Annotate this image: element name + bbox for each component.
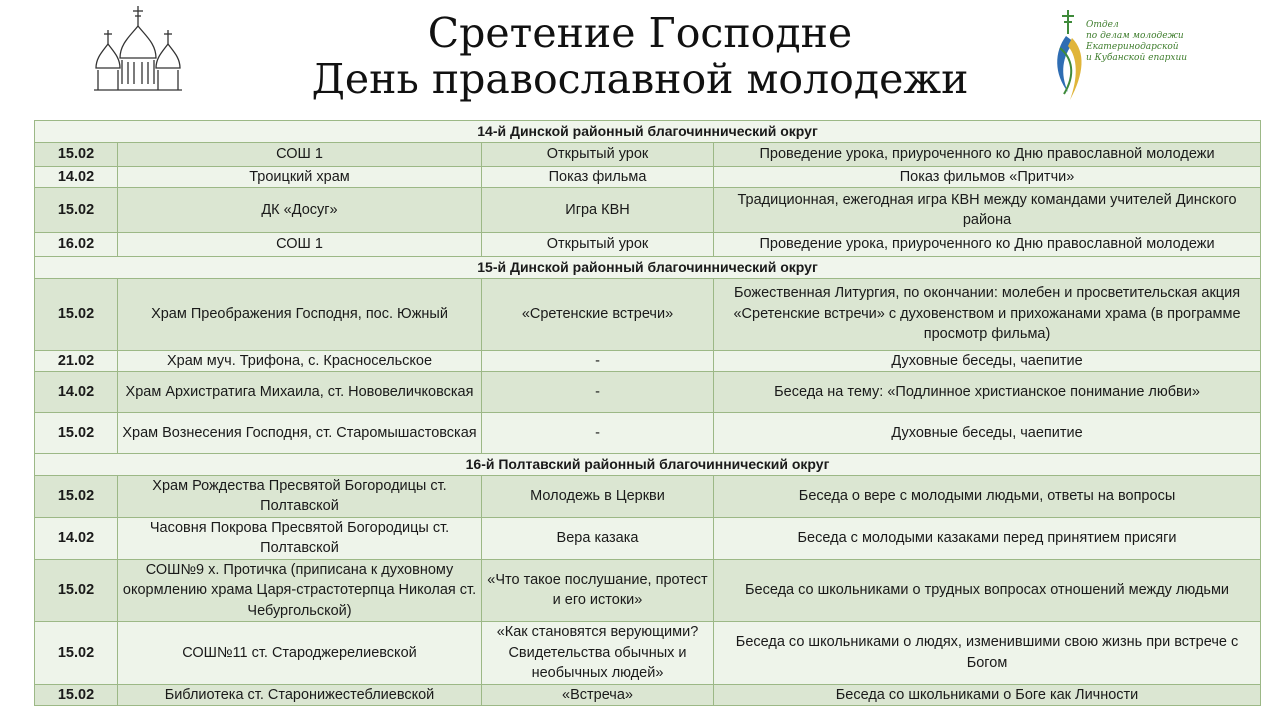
event-name: «Встреча» bbox=[482, 684, 714, 706]
event-name: - bbox=[482, 350, 714, 372]
table-row bbox=[35, 278, 1261, 350]
event-description: Беседа со школьниками о трудных вопросах отношений между людьми bbox=[714, 559, 1261, 622]
event-description: Беседа с молодыми казаками перед принятием присяги bbox=[714, 517, 1261, 559]
slide-header bbox=[0, 0, 1280, 118]
event-name: Открытый урок bbox=[482, 233, 714, 257]
district-section-row bbox=[35, 121, 1261, 143]
event-place: Храм Архистратига Михаила, ст. Нововеличковская bbox=[118, 372, 482, 413]
event-date: 15.02 bbox=[35, 413, 118, 454]
event-name: Открытый урок bbox=[482, 142, 714, 166]
district-title: 14-й Динской районный благочиннический округ bbox=[35, 121, 1261, 143]
event-date: 21.02 bbox=[35, 350, 118, 372]
event-description: Божественная Литургия, по окончании: молебен и просветительская акция «Сретенские встречи» с духовенством и прихожанами храма (в программе просмотр фильма) bbox=[714, 278, 1261, 350]
event-description: Духовные беседы, чаепитие bbox=[714, 413, 1261, 454]
event-place: СОШ№9 х. Протичка (приписана к духовному окормлению храма Царя-страстотерпца Николая ст. Чебургольской) bbox=[118, 559, 482, 622]
event-name: «Сретенские встречи» bbox=[482, 278, 714, 350]
event-place: ДК «Досуг» bbox=[118, 188, 482, 233]
event-name: - bbox=[482, 413, 714, 454]
slide-title-line2: День православной молодежи bbox=[311, 55, 969, 103]
event-place: Троицкий храм bbox=[118, 166, 482, 188]
event-date: 15.02 bbox=[35, 278, 118, 350]
district-section-row bbox=[35, 454, 1261, 476]
event-place: СОШ 1 bbox=[118, 233, 482, 257]
event-description: Проведение урока, приуроченного ко Дню православной молодежи bbox=[714, 142, 1261, 166]
table-row bbox=[35, 559, 1261, 622]
table-row bbox=[35, 233, 1261, 257]
event-place: Часовня Покрова Пресвятой Богородицы ст. Полтавской bbox=[118, 517, 482, 559]
event-name: «Как становятся верующими? Свидетельства обычных и необычных людей» bbox=[482, 622, 714, 685]
event-name: Игра КВН bbox=[482, 188, 714, 233]
event-date: 15.02 bbox=[35, 188, 118, 233]
event-description: Духовные беседы, чаепитие bbox=[714, 350, 1261, 372]
table-row bbox=[35, 413, 1261, 454]
event-description: Традиционная, ежегодная игра КВН между командами учителей Динского района bbox=[714, 188, 1261, 233]
table-row bbox=[35, 517, 1261, 559]
event-description: Беседа со школьниками о людях, изменившими свою жизнь при встрече с Богом bbox=[714, 622, 1261, 685]
event-name: Показ фильма bbox=[482, 166, 714, 188]
event-name: - bbox=[482, 372, 714, 413]
event-description: Проведение урока, приуроченного ко Дню православной молодежи bbox=[714, 233, 1261, 257]
table-row bbox=[35, 372, 1261, 413]
event-date: 15.02 bbox=[35, 684, 118, 706]
event-place: Библиотека ст. Старонижестеблиевской bbox=[118, 684, 482, 706]
table-row bbox=[35, 622, 1261, 685]
logo-caption: Отдел по делам молодежи Екатеринодарской и Кубанской епархии bbox=[1086, 20, 1188, 63]
event-name: «Что такое послушание, протест и его истоки» bbox=[482, 559, 714, 622]
table-row bbox=[35, 475, 1261, 517]
event-place: СОШ 1 bbox=[118, 142, 482, 166]
event-description: Беседа со школьниками о Боге как Личности bbox=[714, 684, 1261, 706]
event-date: 14.02 bbox=[35, 166, 118, 188]
district-section-row bbox=[35, 257, 1261, 279]
event-place: Храм Вознесения Господня, ст. Старомышастовская bbox=[118, 413, 482, 454]
event-description: Беседа о вере с молодыми людьми, ответы на вопросы bbox=[714, 475, 1261, 517]
events-schedule-table bbox=[34, 120, 1261, 706]
event-description: Показ фильмов «Притчи» bbox=[714, 166, 1261, 188]
event-place: Храм Рождества Пресвятой Богородицы ст. Полтавской bbox=[118, 475, 482, 517]
event-date: 15.02 bbox=[35, 622, 118, 685]
event-name: Вера казака bbox=[482, 517, 714, 559]
table-row bbox=[35, 142, 1261, 166]
event-date: 14.02 bbox=[35, 372, 118, 413]
slide-title-line1: Сретение Господне bbox=[427, 9, 853, 57]
event-place: Храм муч. Трифона, с. Красносельское bbox=[118, 350, 482, 372]
event-date: 14.02 bbox=[35, 517, 118, 559]
table-row bbox=[35, 166, 1261, 188]
event-date: 16.02 bbox=[35, 233, 118, 257]
event-date: 15.02 bbox=[35, 475, 118, 517]
district-title: 15-й Динской районный благочиннический округ bbox=[35, 257, 1261, 279]
district-title: 16-й Полтавский районный благочиннический округ bbox=[35, 454, 1261, 476]
event-date: 15.02 bbox=[35, 559, 118, 622]
event-place: Храм Преображения Господня, пос. Южный bbox=[118, 278, 482, 350]
table-row bbox=[35, 684, 1261, 706]
event-date: 15.02 bbox=[35, 142, 118, 166]
table-row bbox=[35, 188, 1261, 233]
event-name: Молодежь в Церкви bbox=[482, 475, 714, 517]
table-row bbox=[35, 350, 1261, 372]
event-place: СОШ№11 ст. Староджерелиевской bbox=[118, 622, 482, 685]
event-description: Беседа на тему: «Подлинное христианское понимание любви» bbox=[714, 372, 1261, 413]
